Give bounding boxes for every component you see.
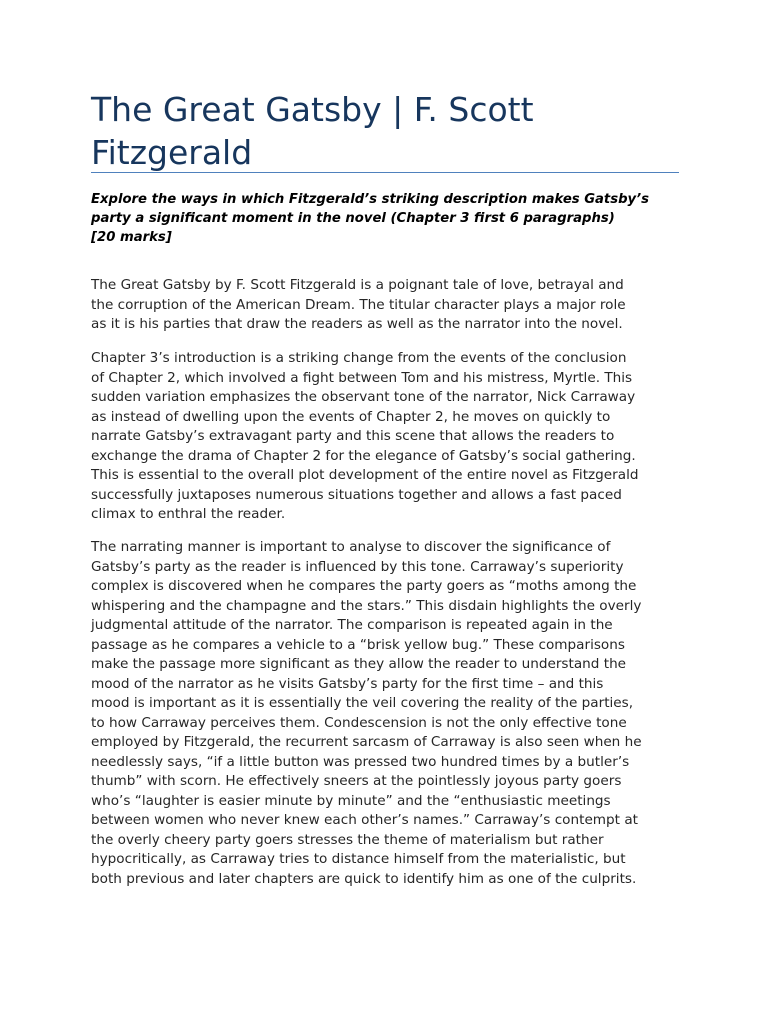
text-line: Gatsby’s party as the reader is influenced by this tone. Carraway’s superiority xyxy=(91,558,624,575)
text-line: who’s “laughter is easier minute by minute” and the “enthusiastic meetings xyxy=(91,792,611,809)
text-line: mood of the narrator as he visits Gatsby’s party for the first time – and this xyxy=(91,675,604,692)
question-line: Explore the ways in which Fitzgerald’s striking description makes Gatsby’s xyxy=(91,192,649,207)
text-line: employed by Fitzgerald, the recurrent sarcasm of Carraway is also seen when he xyxy=(91,734,642,750)
text-line: whispering and the champagne and the stars.” This disdain highlights the overly xyxy=(91,597,642,614)
text-line: thumb” with scorn. He effectively sneers at the pointlessly joyous party goers xyxy=(91,773,622,789)
text-line: as instead of dwelling upon the events of Chapter 2, he moves on quickly to xyxy=(91,408,611,425)
text-line: hypocritically, as Carraway tries to distance himself from the materialistic, but xyxy=(91,851,626,867)
title-underline xyxy=(91,172,679,173)
question-line: party a significant moment in the novel (Chapter 3 first 6 paragraphs) xyxy=(91,211,615,226)
text-line: both previous and later chapters are quick to identify him as one of the culprits. xyxy=(91,870,637,887)
text-line: successfully juxtaposes numerous situations together and allows a fast paced xyxy=(91,486,622,503)
question-line: [20 marks] xyxy=(91,230,172,245)
text-line: of Chapter 2, which involved a fight between Tom and his mistress, Myrtle. This xyxy=(91,369,633,386)
paragraph-intro xyxy=(91,276,691,335)
text-line: needlessly says, “if a little button was pressed two hundred times by a butler’s xyxy=(91,753,630,770)
text-line: The narrating manner is important to analyse to discover the significance of xyxy=(91,539,611,555)
text-line: narrate Gatsby’s extravagant party and this scene that allows the readers to xyxy=(91,428,615,444)
text-line: passage as he compares a vehicle to a “brisk yellow bug.” These comparisons xyxy=(91,636,625,653)
text-line: to how Carraway perceives them. Condescension is not the only effective tone xyxy=(91,714,627,731)
text-line: complex is discovered when he compares the party goers as “moths among the xyxy=(91,578,637,594)
text-line: mood is important as it is essentially the veil covering the reality of the parties, xyxy=(91,695,634,711)
essay-question xyxy=(91,190,691,247)
text-line: climax to enthral the reader. xyxy=(91,506,286,522)
text-line: This is essential to the overall plot development of the entire novel as Fitzgerald xyxy=(91,467,639,483)
text-line: Chapter 3’s introduction is a striking change from the events of the conclusion xyxy=(91,350,627,366)
text-line: as it is his parties that draw the readers as well as the narrator into the novel. xyxy=(91,316,623,332)
paragraph-narrating-manner xyxy=(91,538,691,889)
text-line: exchange the drama of Chapter 2 for the elegance of Gatsby’s social gathering. xyxy=(91,447,636,464)
text-line: make the passage more significant as they allow the reader to understand the xyxy=(91,656,627,672)
text-line: judgmental attitude of the narrator. The comparison is repeated again in the xyxy=(91,617,613,633)
paragraph-chapter-3 xyxy=(91,349,691,525)
text-line: The Great Gatsby by F. Scott Fitzgerald is a poignant tale of love, betrayal and xyxy=(91,277,624,293)
text-line: between women who never knew each other’s names.” Carraway’s contempt at xyxy=(91,812,638,828)
text-line: sudden variation emphasizes the observant tone of the narrator, Nick Carraway xyxy=(91,389,636,405)
text-line: the corruption of the American Dream. The titular character plays a major role xyxy=(91,296,626,313)
text-line: the overly cheery party goers stresses the theme of materialism but rather xyxy=(91,831,604,848)
document-title: The Great Gatsby | F. Scott Fitzgerald xyxy=(91,90,534,172)
